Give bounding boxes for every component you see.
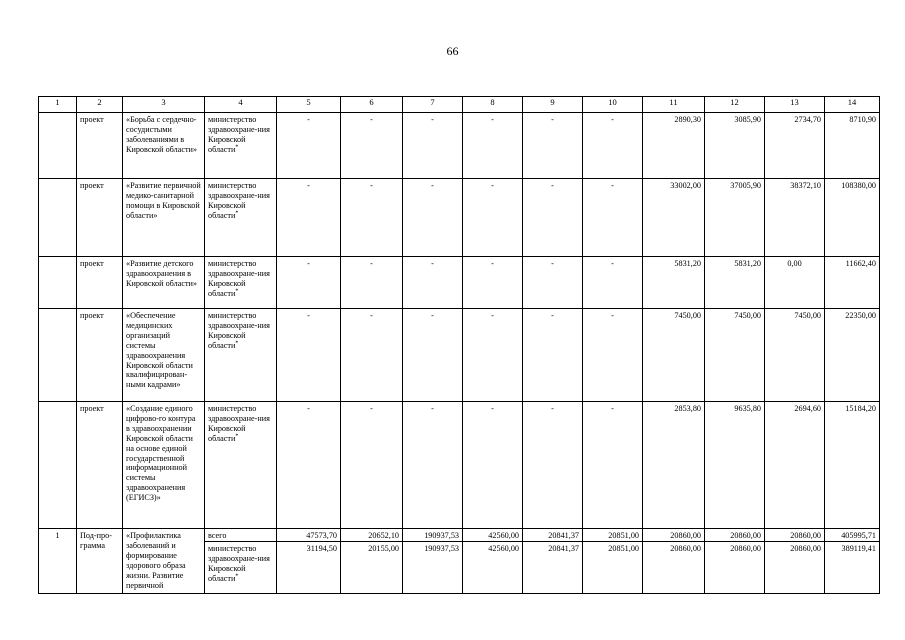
- value-cell: 22350,00: [825, 309, 880, 402]
- value-cell: 42560,00: [463, 529, 523, 542]
- header-cell: 4: [205, 97, 277, 113]
- project-name-cell: «Обеспечение медицинских организаций системы здравоохранения Кировской области квалифицирован-ными кадрами»: [123, 309, 205, 402]
- header-cell: 10: [583, 97, 643, 113]
- executor-cell: [205, 542, 277, 594]
- value-cell: 2853,80: [643, 402, 705, 529]
- footnote-mark: *: [235, 339, 239, 346]
- value-cell: -: [341, 402, 403, 529]
- subprogram-total-row: [39, 529, 880, 542]
- value-cell: -: [523, 113, 583, 179]
- value-cell: 42560,00: [463, 542, 523, 594]
- project-row: [39, 113, 880, 179]
- value-cell: -: [523, 309, 583, 402]
- header-cell: 13: [765, 97, 825, 113]
- value-cell: 190937,53: [403, 529, 463, 542]
- value-cell: 47573,70: [277, 529, 341, 542]
- value-cell: 20860,00: [705, 529, 765, 542]
- value-cell: 108380,00: [825, 179, 880, 257]
- row-number-cell: [39, 309, 77, 402]
- value-cell: 31194,50: [277, 542, 341, 594]
- value-cell: -: [463, 179, 523, 257]
- row-type-cell: проект: [77, 113, 123, 179]
- budget-table: [38, 96, 880, 594]
- executor-text: министерство здравоохране-ния Кировской области: [208, 181, 270, 220]
- value-cell: -: [583, 179, 643, 257]
- footnote-mark: *: [235, 143, 239, 150]
- value-cell: -: [341, 309, 403, 402]
- row-number-cell: [39, 402, 77, 529]
- value-cell: 20860,00: [643, 529, 705, 542]
- value-cell: 11662,40: [825, 257, 880, 309]
- value-cell: 20860,00: [765, 529, 825, 542]
- header-cell: 6: [341, 97, 403, 113]
- value-cell: -: [583, 257, 643, 309]
- value-cell: 0,00: [765, 257, 825, 309]
- executor-text: министерство здравоохране-ния Кировской области: [208, 115, 270, 154]
- value-cell: 190937,53: [403, 542, 463, 594]
- value-cell: 7450,00: [765, 309, 825, 402]
- value-cell: 20860,00: [765, 542, 825, 594]
- value-cell: -: [277, 179, 341, 257]
- project-row: [39, 402, 880, 529]
- value-cell: 20851,00: [583, 529, 643, 542]
- header-cell: 8: [463, 97, 523, 113]
- header-cell: 5: [277, 97, 341, 113]
- header-cell: 1: [39, 97, 77, 113]
- value-cell: -: [277, 257, 341, 309]
- value-cell: 37005,90: [705, 179, 765, 257]
- header-cell: 2: [77, 97, 123, 113]
- value-cell: -: [341, 113, 403, 179]
- value-cell: -: [463, 309, 523, 402]
- row-type-cell: проект: [77, 257, 123, 309]
- value-cell: -: [583, 309, 643, 402]
- value-cell: -: [277, 309, 341, 402]
- value-cell: 7450,00: [705, 309, 765, 402]
- header-cell: 7: [403, 97, 463, 113]
- row-type-cell: Под-про-грамма: [77, 529, 123, 594]
- value-cell: -: [463, 402, 523, 529]
- value-cell: 33002,00: [643, 179, 705, 257]
- value-cell: 405995,71: [825, 529, 880, 542]
- header-cell: 3: [123, 97, 205, 113]
- header-row: [39, 97, 880, 113]
- footnote-mark: *: [235, 572, 239, 579]
- value-cell: 5831,20: [643, 257, 705, 309]
- value-cell: 15184,20: [825, 402, 880, 529]
- project-name-cell: «Развитие детского здравоохранения в Кировской области»: [123, 257, 205, 309]
- value-cell: -: [523, 402, 583, 529]
- value-cell: -: [583, 402, 643, 529]
- value-cell: -: [463, 257, 523, 309]
- value-cell: 8710,90: [825, 113, 880, 179]
- executor-cell: [205, 113, 277, 179]
- value-cell: -: [463, 113, 523, 179]
- value-cell: 20860,00: [705, 542, 765, 594]
- value-cell: -: [277, 113, 341, 179]
- executor-text: министерство здравоохране-ния Кировской области: [208, 404, 270, 443]
- row-number-cell: [39, 113, 77, 179]
- header-cell: 14: [825, 97, 880, 113]
- executor-text: министерство здравоохране-ния Кировской области: [208, 311, 270, 350]
- value-cell: 20841,37: [523, 529, 583, 542]
- value-cell: -: [523, 257, 583, 309]
- value-cell: 2890,30: [643, 113, 705, 179]
- value-cell: 9635,80: [705, 402, 765, 529]
- subprogram-name-cell: «Профилактика заболеваний и формирование здорового образа жизни. Развитие первичной: [123, 529, 205, 594]
- row-number-cell: [39, 179, 77, 257]
- value-cell: -: [341, 179, 403, 257]
- header-cell: 11: [643, 97, 705, 113]
- value-cell: 20860,00: [643, 542, 705, 594]
- executor-text: министерство здравоохране-ния Кировской области: [208, 544, 270, 583]
- project-name-cell: «Создание единого цифрово-го контура в здравоохранении Кировской области на основе единой государственной информационной системы здравоохранения (ЕГИСЗ)»: [123, 402, 205, 529]
- row-type-cell: проект: [77, 402, 123, 529]
- project-name-cell: «Развитие первичной медико-санитарной помощи в Кировской области»: [123, 179, 205, 257]
- value-cell: 3085,90: [705, 113, 765, 179]
- value-cell: 20851,00: [583, 542, 643, 594]
- page-number: 66: [446, 44, 459, 58]
- value-cell: 5831,20: [705, 257, 765, 309]
- footnote-mark: *: [235, 209, 239, 216]
- value-cell: 7450,00: [643, 309, 705, 402]
- project-row: [39, 309, 880, 402]
- value-cell: -: [403, 257, 463, 309]
- header-cell: 9: [523, 97, 583, 113]
- value-cell: -: [277, 402, 341, 529]
- value-cell: -: [403, 113, 463, 179]
- executor-text: министерство здравоохране-ния Кировской области: [208, 259, 270, 298]
- value-cell: 20155,00: [341, 542, 403, 594]
- footnote-mark: *: [235, 287, 239, 294]
- project-row: [39, 257, 880, 309]
- value-cell: -: [341, 257, 403, 309]
- executor-cell: [205, 309, 277, 402]
- executor-cell: всего: [205, 529, 277, 542]
- value-cell: 2734,70: [765, 113, 825, 179]
- footnote-mark: *: [235, 432, 239, 439]
- value-cell: -: [403, 402, 463, 529]
- header-cell: 12: [705, 97, 765, 113]
- row-type-cell: проект: [77, 309, 123, 402]
- project-row: [39, 179, 880, 257]
- project-name-cell: «Борьба с сердечно-сосудистыми заболеваниями в Кировской области»: [123, 113, 205, 179]
- value-cell: 2694,60: [765, 402, 825, 529]
- value-cell: -: [403, 309, 463, 402]
- executor-cell: [205, 179, 277, 257]
- executor-cell: [205, 402, 277, 529]
- row-type-cell: проект: [77, 179, 123, 257]
- value-cell: -: [523, 179, 583, 257]
- row-number-cell: [39, 257, 77, 309]
- executor-cell: [205, 257, 277, 309]
- value-cell: 20652,10: [341, 529, 403, 542]
- value-cell: 389119,41: [825, 542, 880, 594]
- value-cell: 20841,37: [523, 542, 583, 594]
- value-cell: 38372,10: [765, 179, 825, 257]
- value-cell: -: [403, 179, 463, 257]
- value-cell: -: [583, 113, 643, 179]
- row-number-cell: 1: [39, 529, 77, 594]
